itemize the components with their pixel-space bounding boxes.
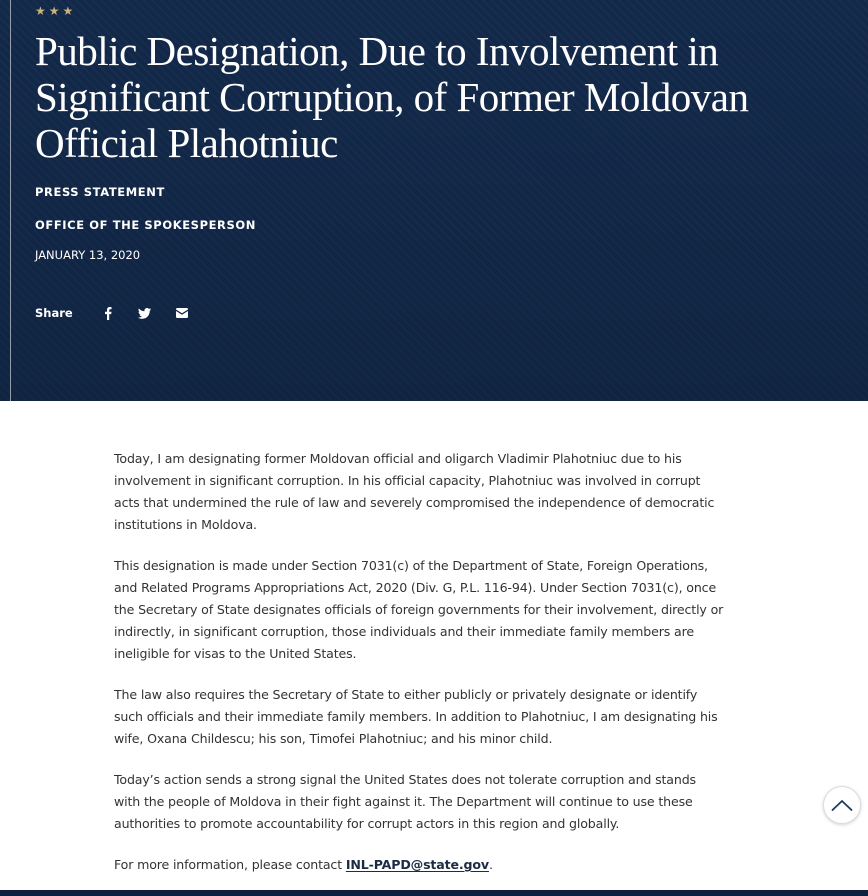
article-office: OFFICE OF THE SPOKESPERSON — [35, 218, 256, 232]
contact-paragraph — [114, 854, 724, 876]
article-paragraph: Today’s action sends a strong signal the United States does not tolerate corruption and stands with the people of Moldova in their fight against it. The Department will continue to use these authorities to promote accountability for corrupt actors in this region and globally. — [114, 772, 696, 831]
article-paragraph: The law also requires the Secretary of State to either publicly or privately designate or identify such officials and their immediate family members. In addition to Plahotniuc, I am designating his wife, Oxana Childescu; his son, Timofei Plahotniuc; and his minor child. — [114, 687, 718, 746]
twitter-icon[interactable] — [136, 304, 154, 322]
contact-suffix: . — [488, 857, 493, 872]
article-paragraph: This designation is made under Section 7031(c) of the Department of State, Foreign Operations, and Related Programs Appropriations Act, 2020 (Div. G, P.L. 116-94). Under Section 7031(c), once the Secretary of State designates officials of foreign governments for their involvement, directly or indirectly, in significant corruption, those individuals and their immediate family members are ineligible for visas to the United States. — [114, 558, 724, 661]
footer-edge — [0, 890, 868, 896]
page-header — [0, 0, 868, 401]
page-title: Public Designation, Due to Involvement in Significant Corruption, of Former Moldovan Official Plahotniuc — [35, 28, 749, 166]
article-paragraph: Today, I am designating former Moldovan official and oligarch Vladimir Plahotniuc due to his involvement in significant corruption. In his official capacity, Plahotniuc was involved in corrupt acts that undermined the rule of law and severely compromised the independence of democratic institutions in Moldova. — [114, 451, 715, 532]
contact-email-link[interactable]: INL-PAPD@state.gov — [345, 857, 489, 872]
email-icon[interactable] — [173, 304, 191, 322]
contact-prefix: For more information, please contact — [114, 857, 346, 872]
share-bar — [35, 304, 210, 322]
stars-ornament: ★★★ — [35, 4, 77, 18]
article-type: PRESS STATEMENT — [35, 185, 165, 199]
back-to-top-button[interactable] — [823, 786, 861, 824]
header-vertical-rule — [10, 0, 11, 401]
facebook-icon[interactable] — [99, 304, 117, 322]
article-date: JANUARY 13, 2020 — [35, 248, 141, 262]
share-label: Share — [35, 306, 73, 320]
article-body — [114, 448, 724, 895]
chevron-up-icon — [831, 799, 853, 811]
